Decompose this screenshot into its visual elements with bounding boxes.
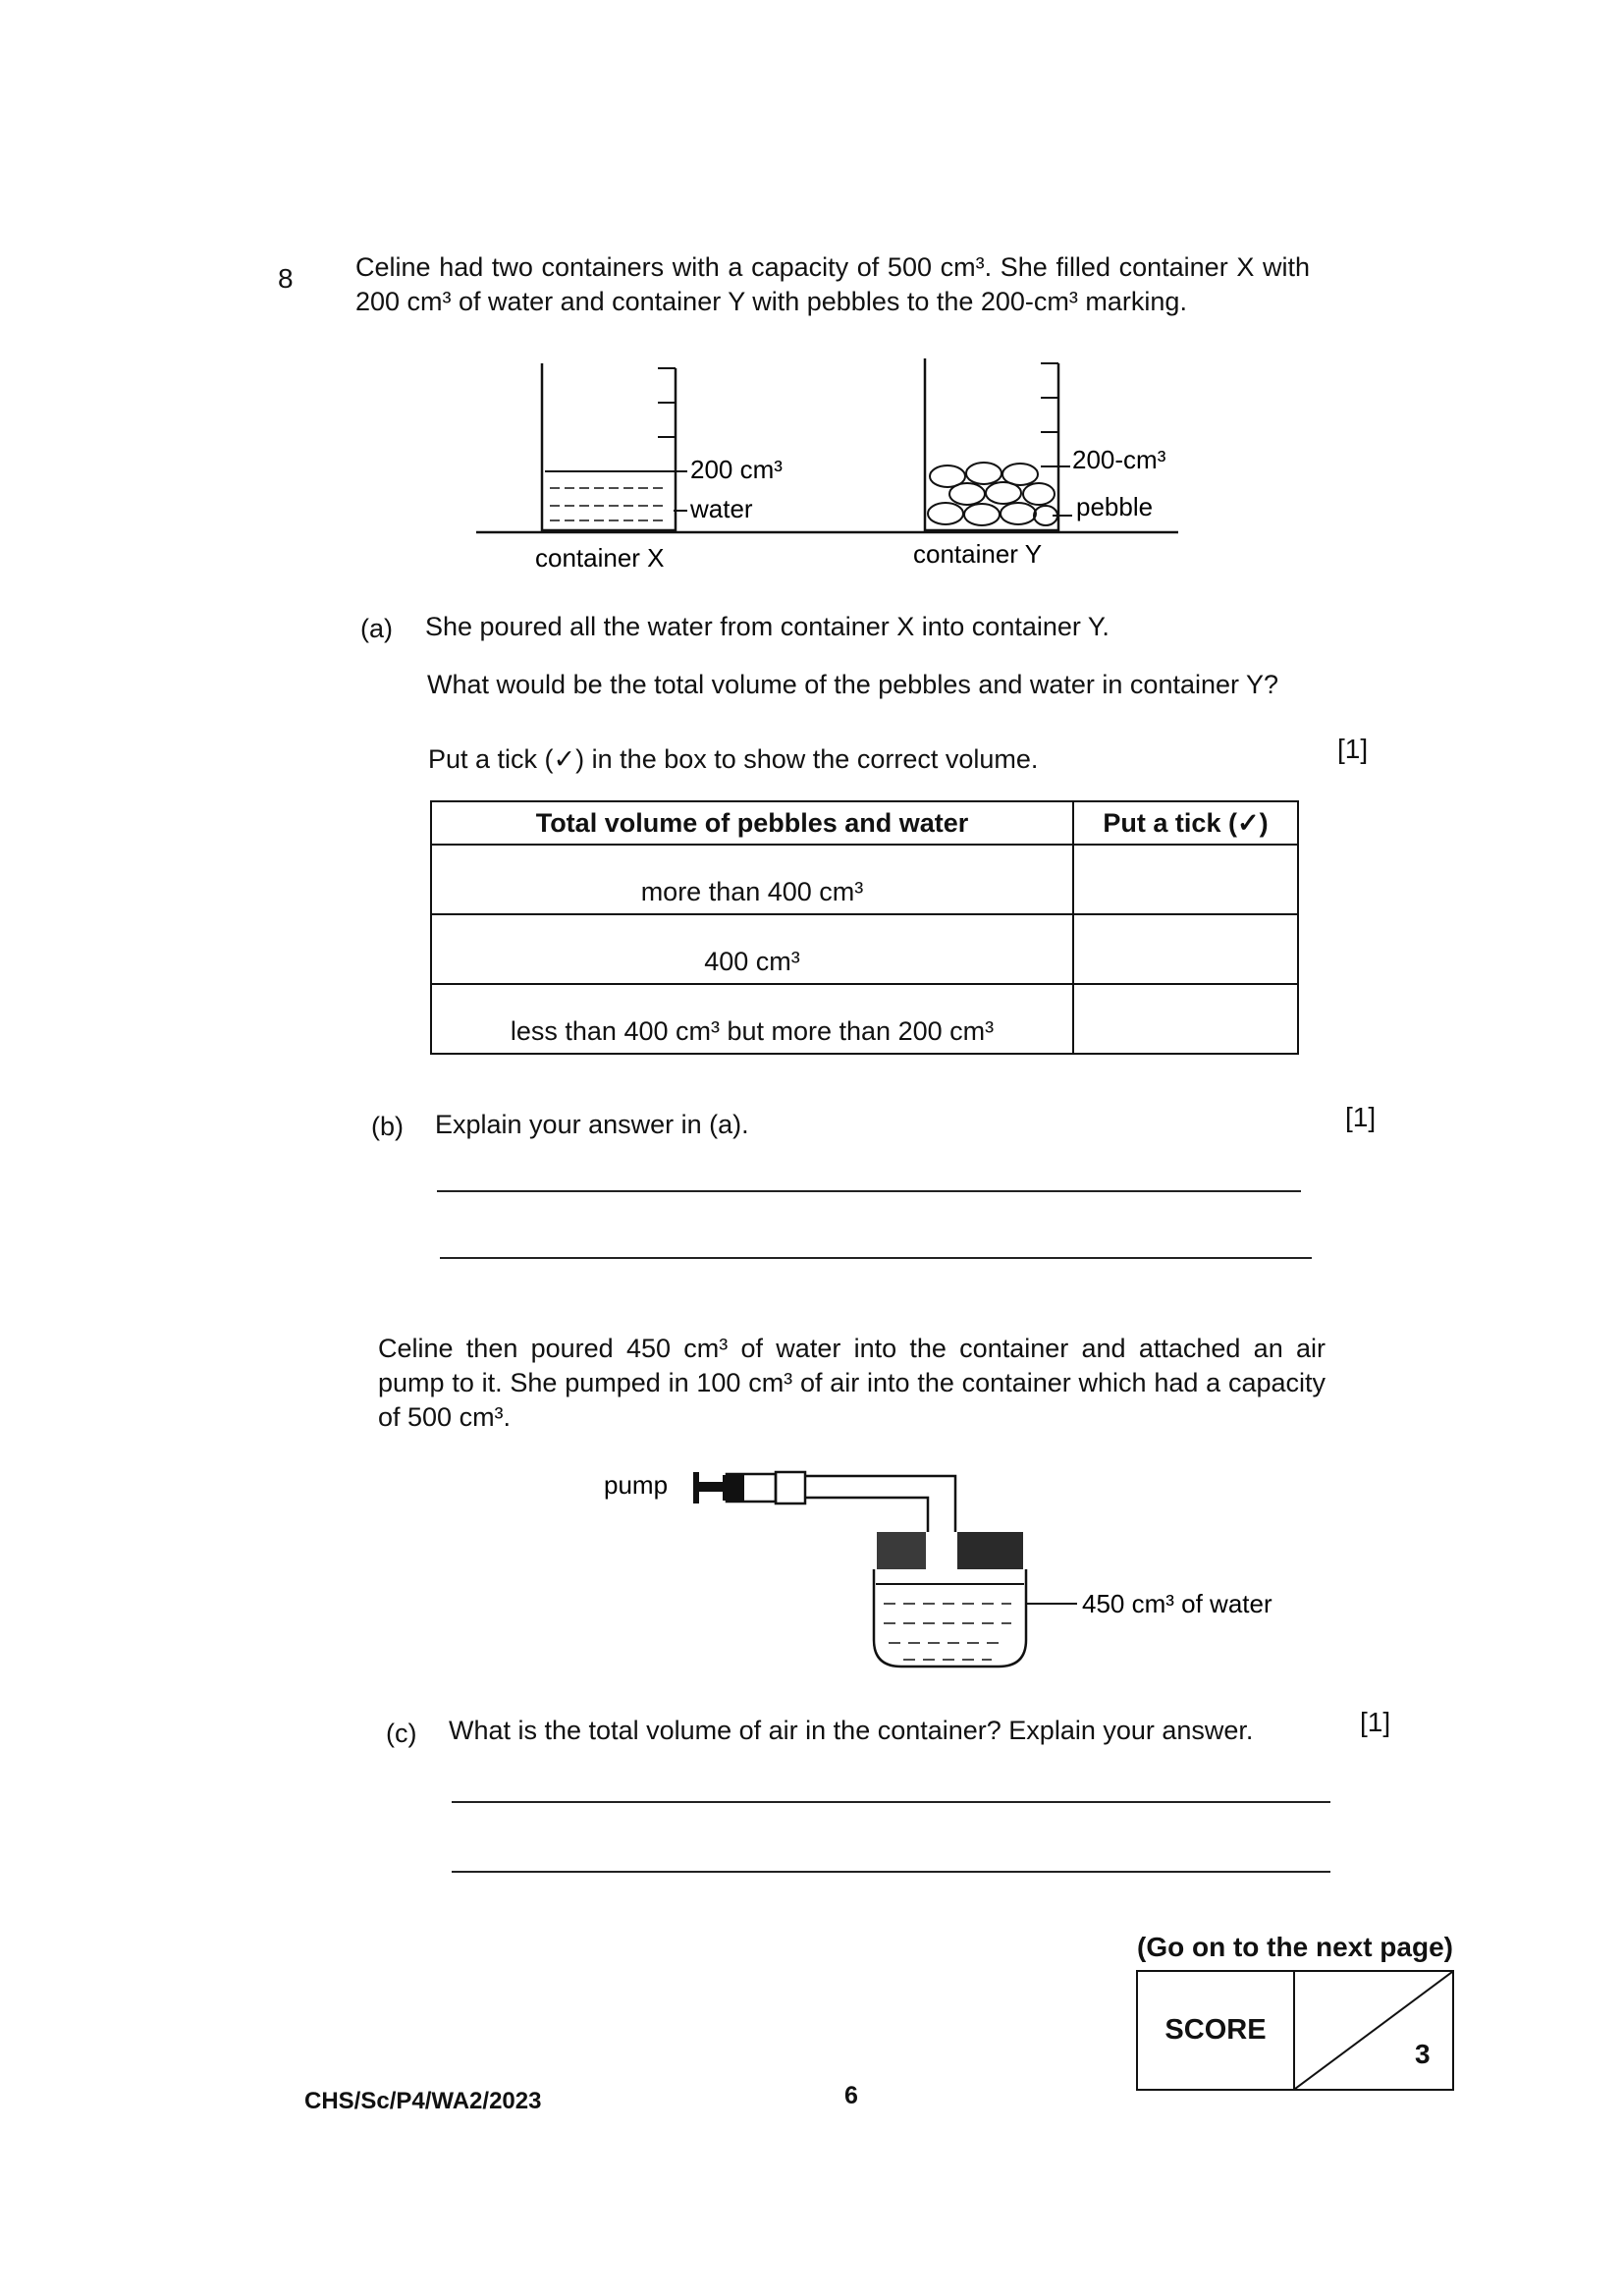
table-cell-option: 400 cm³ xyxy=(431,914,1073,984)
part-b-text: Explain your answer in (a). xyxy=(435,1110,749,1139)
part-a-line1: She poured all the water from container X into container Y. xyxy=(425,612,1110,641)
tick-box[interactable] xyxy=(1073,984,1298,1054)
air-pump xyxy=(693,1472,805,1503)
tick-box[interactable] xyxy=(1073,914,1298,984)
score-box xyxy=(1136,1970,1454,2091)
page-number: 6 xyxy=(844,2082,858,2109)
table-row xyxy=(431,914,1298,984)
part-a-label: (a) xyxy=(360,614,393,643)
part-b-marks: [1] xyxy=(1345,1102,1377,1132)
second-stem: Celine then poured 450 cm³ of water into the container and attached an air pump to it. She pumped in 100 cm³ of air into the container which had a capacity of 500 cm³. xyxy=(378,1334,1326,1432)
air-tube xyxy=(805,1476,955,1532)
part-c-label: (c) xyxy=(386,1719,417,1748)
question-stem: Celine had two containers with a capacity of 500 cm³. She filled container X with 200 cm³ of water and container Y with pebbles to the 200-cm³ marking. xyxy=(355,252,1310,316)
table-row xyxy=(431,984,1298,1054)
sealed-container xyxy=(874,1532,1026,1667)
y-mark-label: 200-cm³ xyxy=(1072,445,1166,474)
water-label: 450 cm³ of water xyxy=(1082,1589,1272,1618)
part-c-text: What is the total volume of air in the container? Explain your answer. xyxy=(449,1716,1254,1745)
go-on-note: (Go on to the next page) xyxy=(1137,1932,1453,1962)
table-header-tick: Put a tick (✓) xyxy=(1073,801,1298,845)
pump-label: pump xyxy=(604,1470,669,1500)
y-name-label: container Y xyxy=(913,539,1043,569)
table-row xyxy=(431,845,1298,914)
score-diagonal xyxy=(1295,1972,1452,2089)
table-cell-option: more than 400 cm³ xyxy=(431,845,1073,914)
table-cell-option: less than 400 cm³ but more than 200 cm³ xyxy=(431,984,1073,1054)
table-header-volume: Total volume of pebbles and water xyxy=(431,801,1073,845)
answer-line-b1[interactable] xyxy=(437,1190,1301,1192)
score-label: SCORE xyxy=(1138,1972,1295,2089)
question-number: 8 xyxy=(278,263,294,294)
container-x xyxy=(542,363,687,530)
part-b-label: (b) xyxy=(371,1112,404,1141)
part-c-marks: [1] xyxy=(1360,1707,1391,1737)
paper-code: CHS/Sc/P4/WA2/2023 xyxy=(304,2088,542,2114)
part-a-marks: [1] xyxy=(1337,734,1369,764)
tick-box[interactable] xyxy=(1073,845,1298,914)
pump-diagram xyxy=(589,1458,1316,1689)
pebbles xyxy=(928,463,1057,525)
answer-line-c2[interactable] xyxy=(452,1871,1330,1873)
part-a-line3: Put a tick (✓) in the box to show the correct volume. xyxy=(428,744,1039,774)
answer-line-c1[interactable] xyxy=(452,1801,1330,1803)
y-content-label: pebble xyxy=(1076,492,1154,521)
score-total: 3 xyxy=(1415,2039,1431,2069)
part-a-line2: What would be the total volume of the pebbles and water in container Y? xyxy=(427,670,1279,699)
containers-diagram xyxy=(452,349,1218,584)
x-name-label: container X xyxy=(535,543,665,573)
answer-line-b2[interactable] xyxy=(440,1257,1312,1259)
x-mark-label: 200 cm³ xyxy=(690,455,783,484)
container-y xyxy=(925,358,1072,530)
answer-table xyxy=(430,800,1299,1055)
x-content-label: water xyxy=(690,494,753,523)
